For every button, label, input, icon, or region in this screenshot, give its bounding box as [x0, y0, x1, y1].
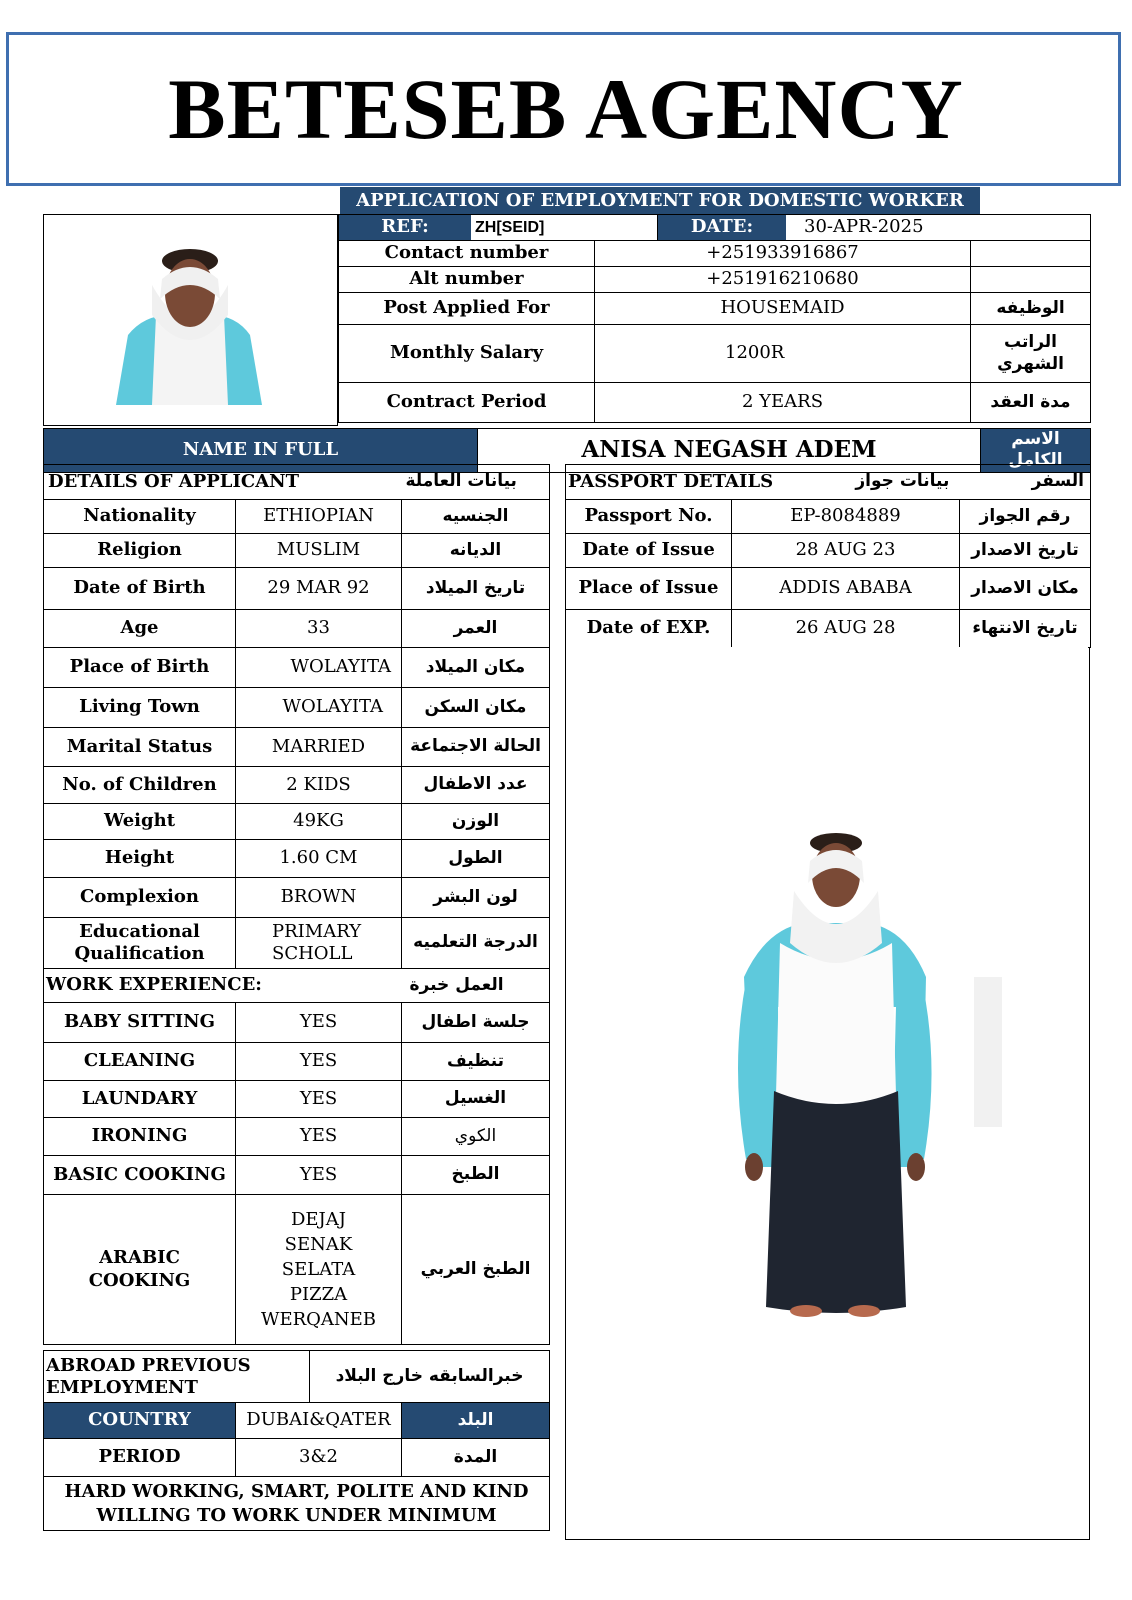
passport-value: EP-8084889 — [732, 500, 960, 534]
salary-arabic — [971, 325, 1091, 383]
contact-label: Contact number — [339, 241, 595, 267]
detail-arabic: الجنسيه — [402, 500, 550, 534]
detail-label: Complexion — [44, 878, 236, 918]
name-label: NAME IN FULL — [44, 429, 478, 473]
abroad-label-line2: EMPLOYMENT — [46, 1376, 198, 1398]
salary-label: Monthly Salary — [339, 325, 595, 383]
passport-title-arabic-2: السفر — [1031, 471, 1084, 492]
detail-value: WOLAYITA — [236, 688, 402, 728]
arabic-cooking-item: PIZZA — [289, 1284, 348, 1306]
arabic-cooking-item: DEJAJ — [290, 1208, 346, 1230]
detail-value: 2 KIDS — [236, 767, 402, 804]
experience-value: YES — [236, 1043, 402, 1081]
detail-label: Religion — [44, 534, 236, 568]
experience-row — [44, 1156, 550, 1195]
details-title: DETAILS OF APPLICANT — [44, 465, 402, 500]
abroad-table — [43, 1350, 550, 1531]
headshot-image — [44, 215, 336, 424]
passport-label: Place of Issue — [566, 568, 732, 610]
post-label: Post Applied For — [339, 293, 595, 325]
detail-row — [44, 878, 550, 918]
period-value: 3&2 — [236, 1439, 402, 1477]
passport-row — [566, 500, 1091, 534]
detail-value: WOLAYITA — [236, 648, 402, 688]
detail-arabic: الطول — [402, 840, 550, 878]
detail-row — [44, 568, 550, 610]
detail-arabic: الديانه — [402, 534, 550, 568]
period-label: PERIOD — [44, 1439, 236, 1477]
arabic-cooking-item: WERQANEB — [260, 1309, 377, 1331]
education-arabic: الدرجة التعلميه — [402, 918, 550, 969]
experience-value: YES — [236, 1081, 402, 1118]
education-value-line2: SCHOLL — [272, 943, 353, 964]
passport-table — [565, 464, 1091, 648]
arabic-cooking-list — [236, 1195, 402, 1345]
header-info-table — [338, 214, 1091, 423]
passport-row — [566, 534, 1091, 568]
experience-label: BABY SITTING — [44, 1003, 236, 1043]
alt-label: Alt number — [339, 267, 595, 293]
detail-value: 1.60 CM — [236, 840, 402, 878]
salary-arabic-line2: الشهري — [997, 353, 1064, 374]
passport-value: 28 AUG 23 — [732, 534, 960, 568]
details-title-arabic: بيانات العاملة — [402, 465, 550, 500]
detail-row — [44, 804, 550, 840]
detail-label: Height — [44, 840, 236, 878]
country-arabic: البلد — [402, 1403, 550, 1439]
detail-label: Living Town — [44, 688, 236, 728]
education-label-line1: Educational — [79, 920, 200, 942]
experience-title: WORK EXPERIENCE: — [44, 969, 402, 1003]
arabic-cooking-row — [44, 1195, 550, 1345]
detail-label: Marital Status — [44, 728, 236, 767]
ref-value: ZH[SEID] — [471, 215, 658, 240]
detail-row — [44, 648, 550, 688]
date-label: DATE: — [658, 215, 786, 240]
alt-value: +251916210680 — [595, 267, 971, 293]
passport-value: 26 AUG 28 — [732, 610, 960, 648]
passport-row — [566, 610, 1091, 648]
post-arabic: الوظيفه — [971, 293, 1091, 325]
arabic-cooking-label: ARABIC COOKING — [44, 1195, 236, 1345]
abroad-label — [44, 1351, 310, 1403]
contract-value: 2 YEARS — [595, 383, 971, 423]
post-value: HOUSEMAID — [595, 293, 971, 325]
detail-row — [44, 767, 550, 804]
period-arabic: المدة — [402, 1439, 550, 1477]
experience-row — [44, 1081, 550, 1118]
remarks — [44, 1477, 550, 1531]
detail-label: Age — [44, 610, 236, 648]
experience-row — [44, 1003, 550, 1043]
detail-value: 49KG — [236, 804, 402, 840]
experience-row — [44, 1043, 550, 1081]
experience-row — [44, 1118, 550, 1156]
detail-label: Place of Birth — [44, 648, 236, 688]
contract-arabic: مدة العقد — [971, 383, 1091, 423]
detail-arabic: عدد الاطفال — [402, 767, 550, 804]
experience-label: BASIC COOKING — [44, 1156, 236, 1195]
date-value: 30-APR-2025 — [804, 216, 924, 238]
detail-row — [44, 500, 550, 534]
passport-arabic: تاريخ الانتهاء — [960, 610, 1091, 648]
detail-arabic: مكان السكن — [402, 688, 550, 728]
contact-value: +251933916867 — [595, 241, 971, 267]
headshot-photo — [43, 214, 338, 426]
experience-value: YES — [236, 1003, 402, 1043]
detail-arabic: الوزن — [402, 804, 550, 840]
experience-arabic: جلسة اطفال — [402, 1003, 550, 1043]
full-body-photo — [565, 647, 1090, 1540]
name-arabic: الاسم الكامل — [981, 429, 1091, 473]
arabic-cooking-arabic: الطبخ العربي — [402, 1195, 550, 1345]
experience-label: IRONING — [44, 1118, 236, 1156]
education-value-line1: PRIMARY — [272, 920, 362, 942]
detail-row — [44, 840, 550, 878]
passport-label: Date of Issue — [566, 534, 732, 568]
education-label-line2: Qualification — [74, 943, 205, 964]
applicant-details-table — [43, 464, 550, 1345]
passport-arabic: مكان الاصدار — [960, 568, 1091, 610]
detail-value: 33 — [236, 610, 402, 648]
passport-label: Date of EXP. — [566, 610, 732, 648]
remarks-line2: WILLING TO WORK UNDER MINIMUM — [96, 1504, 497, 1526]
detail-arabic: لون البشر — [402, 878, 550, 918]
experience-value: YES — [236, 1118, 402, 1156]
country-value: DUBAI&QATER — [236, 1403, 402, 1439]
detail-row — [44, 534, 550, 568]
passport-row — [566, 568, 1091, 610]
salary-value: 1200R — [595, 325, 971, 383]
passport-title-arabic-1: بيانات جواز — [855, 471, 950, 492]
detail-arabic: العمر — [402, 610, 550, 648]
experience-value: YES — [236, 1156, 402, 1195]
agency-title: BETESEB AGENCY — [168, 61, 964, 157]
passport-arabic: رقم الجواز — [960, 500, 1091, 534]
detail-row — [44, 688, 550, 728]
experience-label: CLEANING — [44, 1043, 236, 1081]
experience-title-arabic: العمل خبرة — [402, 969, 550, 1003]
detail-row — [44, 728, 550, 767]
experience-arabic: تنظيف — [402, 1043, 550, 1081]
experience-arabic: الطبخ — [402, 1156, 550, 1195]
detail-label: Nationality — [44, 500, 236, 534]
abroad-label-line1: ABROAD PREVIOUS — [46, 1354, 251, 1376]
passport-arabic: تاريخ الاصدار — [960, 534, 1091, 568]
passport-value: ADDIS ABABA — [732, 568, 960, 610]
detail-arabic: تاريخ الميلاد — [402, 568, 550, 610]
abroad-arabic: خبرالسابقه خارج البلاد — [310, 1351, 550, 1403]
country-label: COUNTRY — [44, 1403, 236, 1439]
detail-value: 29 MAR 92 — [236, 568, 402, 610]
ref-label: REF: — [339, 215, 471, 240]
detail-value: BROWN — [236, 878, 402, 918]
detail-value: ETHIOPIAN — [236, 500, 402, 534]
full-body-image — [566, 647, 1088, 1537]
education-value — [236, 918, 402, 969]
experience-arabic: الغسيل — [402, 1081, 550, 1118]
detail-label: No. of Children — [44, 767, 236, 804]
detail-row — [44, 610, 550, 648]
passport-title: PASSPORT DETAILS — [568, 470, 774, 492]
experience-arabic: الكوي — [402, 1118, 550, 1156]
contract-label: Contract Period — [339, 383, 595, 423]
detail-arabic: مكان الميلاد — [402, 648, 550, 688]
form-title-banner: APPLICATION OF EMPLOYMENT FOR DOMESTIC WORKER — [340, 187, 980, 214]
passport-title-cell — [566, 465, 1091, 500]
salary-arabic-line1: الراتب — [1004, 332, 1058, 353]
education-label — [44, 918, 236, 969]
detail-label: Weight — [44, 804, 236, 840]
education-row — [44, 918, 550, 969]
arabic-cooking-item: SELATA — [281, 1258, 356, 1280]
remarks-line1: HARD WORKING, SMART, POLITE AND KIND — [64, 1481, 529, 1503]
arabic-cooking-item: SENAK — [284, 1233, 353, 1255]
detail-value: MUSLIM — [236, 534, 402, 568]
detail-label: Date of Birth — [44, 568, 236, 610]
detail-value: MARRIED — [236, 728, 402, 767]
passport-label: Passport No. — [566, 500, 732, 534]
experience-label: LAUNDARY — [44, 1081, 236, 1118]
detail-arabic: الحالة الاجتماعة — [402, 728, 550, 767]
full-name: ANISA NEGASH ADEM — [478, 429, 981, 473]
